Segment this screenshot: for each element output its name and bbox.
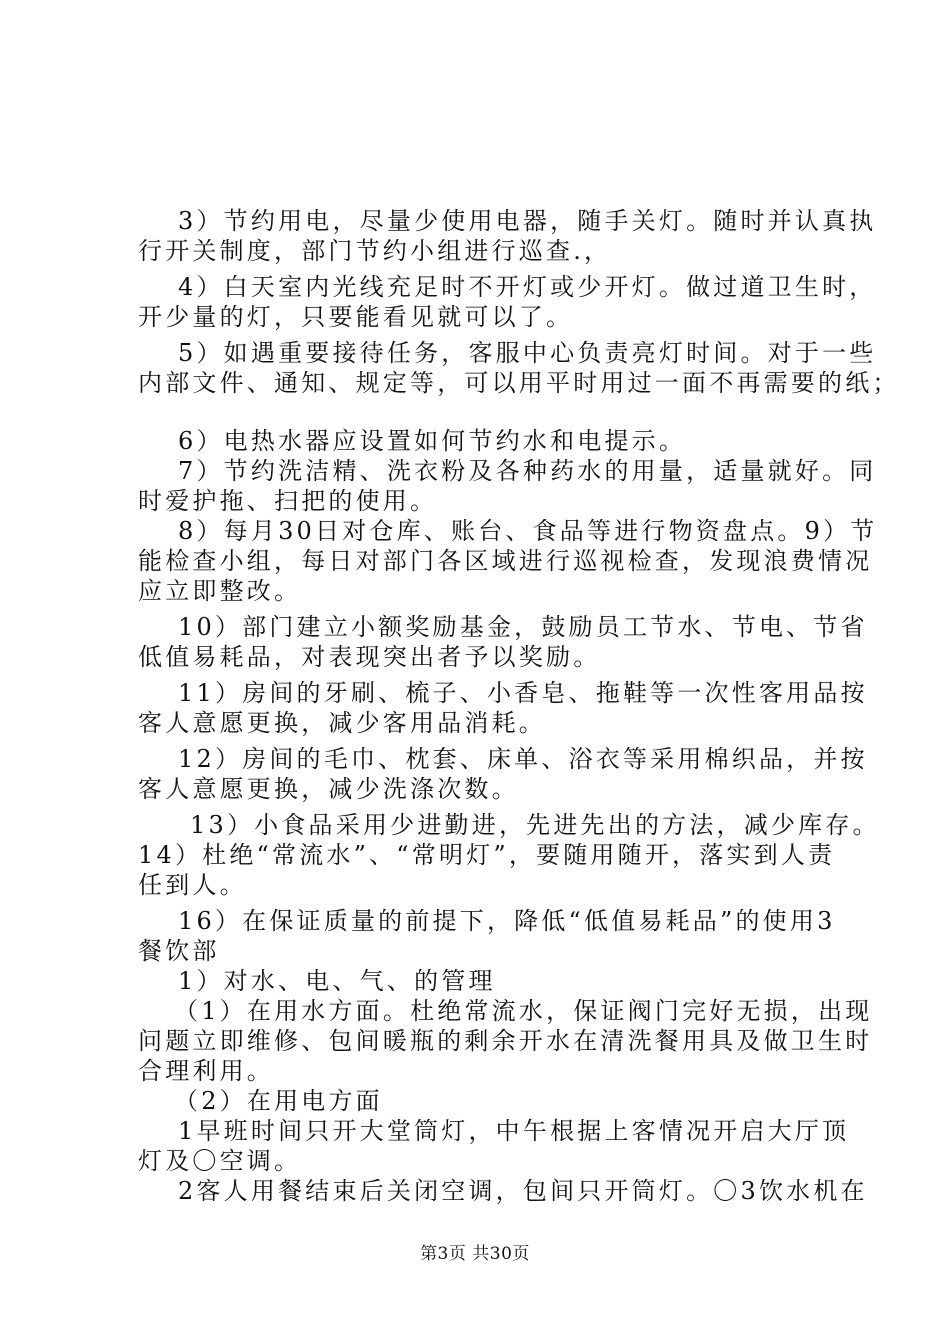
text-line: 10）部门建立小额奖励基金，鼓励员工节水、节电、节省 — [178, 613, 868, 641]
text-line: 合理利用。 — [138, 1057, 274, 1085]
text-line: 低值易耗品，对表现突出者予以奖励。 — [138, 643, 601, 671]
text-line: 14）杜绝“常流水”、“常明灯”，要随用随开，落实到人责 — [138, 841, 836, 869]
text-line: （2）在用电方面 — [174, 1087, 383, 1115]
text-line: 内部文件、通知、规定等，可以用平时用过一面不再需要的纸； — [138, 369, 900, 397]
text-line: 2客人用餐结束后关闭空调，包间只开筒灯。〇3饮水机在 — [178, 1177, 868, 1205]
text-line: 任到人。 — [138, 871, 247, 899]
text-line: 应立即整改。 — [138, 577, 302, 605]
text-line: 开少量的灯，只要能看见就可以了。 — [138, 303, 574, 331]
text-line: 客人意愿更换，减少洗涤次数。 — [138, 775, 519, 803]
text-line: 1早班时间只开大堂筒灯，中午根据上客情况开启大厅顶 — [178, 1117, 850, 1145]
text-line: 餐饮部 — [138, 937, 220, 965]
text-line: 12）房间的毛巾、枕套、床单、浴衣等采用棉织品，并按 — [178, 745, 868, 773]
text-line: 问题立即维修、包间暖瓶的剩余开水在清洗餐用具及做卫生时 — [138, 1027, 873, 1055]
text-line: 灯及〇空调。 — [138, 1147, 302, 1175]
text-line: 4）白天室内光线充足时不开灯或少开灯。做过道卫生时， — [178, 273, 877, 301]
text-line: 11）房间的牙刷、梳子、小香皂、拖鞋等一次性客用品按 — [178, 679, 868, 707]
page-number-footer: 第3页 共30页 — [420, 1244, 530, 1264]
text-line: （1）在用水方面。杜绝常流水，保证阀门完好无损，出现 — [174, 997, 873, 1025]
text-line: 16）在保证质量的前提下，降低“低值易耗品”的使用3 — [178, 907, 836, 935]
text-line: 时爱护拖、扫把的使用。 — [138, 487, 438, 515]
text-line: 13）小食品采用少进勤进，先进先出的方法，减少库存。 — [190, 811, 880, 839]
text-line: 客人意愿更换，减少客用品消耗。 — [138, 709, 546, 737]
text-line: 7）节约洗洁精、洗衣粉及各种药水的用量，适量就好。同 — [178, 457, 877, 485]
text-line: 6）电热水器应设置如何节约水和电提示。 — [178, 427, 687, 455]
text-line: 3）节约用电，尽量少使用电器，随手关灯。随时并认真执 — [178, 207, 877, 235]
text-line: 1）对水、电、气、的管理 — [178, 967, 496, 995]
document-body — [138, 206, 900, 1206]
text-line: 能检查小组，每日对部门各区域进行巡视检查，发现浪费情况 — [138, 547, 873, 575]
text-line: 5）如遇重要接待任务，客服中心负责亮灯时间。对于一些 — [178, 339, 877, 367]
text-line: 8）每月30日对仓库、账台、食品等进行物资盘点。9）节 — [178, 517, 878, 545]
text-line: 行开关制度，部门节约小组进行巡查.， — [138, 237, 612, 265]
